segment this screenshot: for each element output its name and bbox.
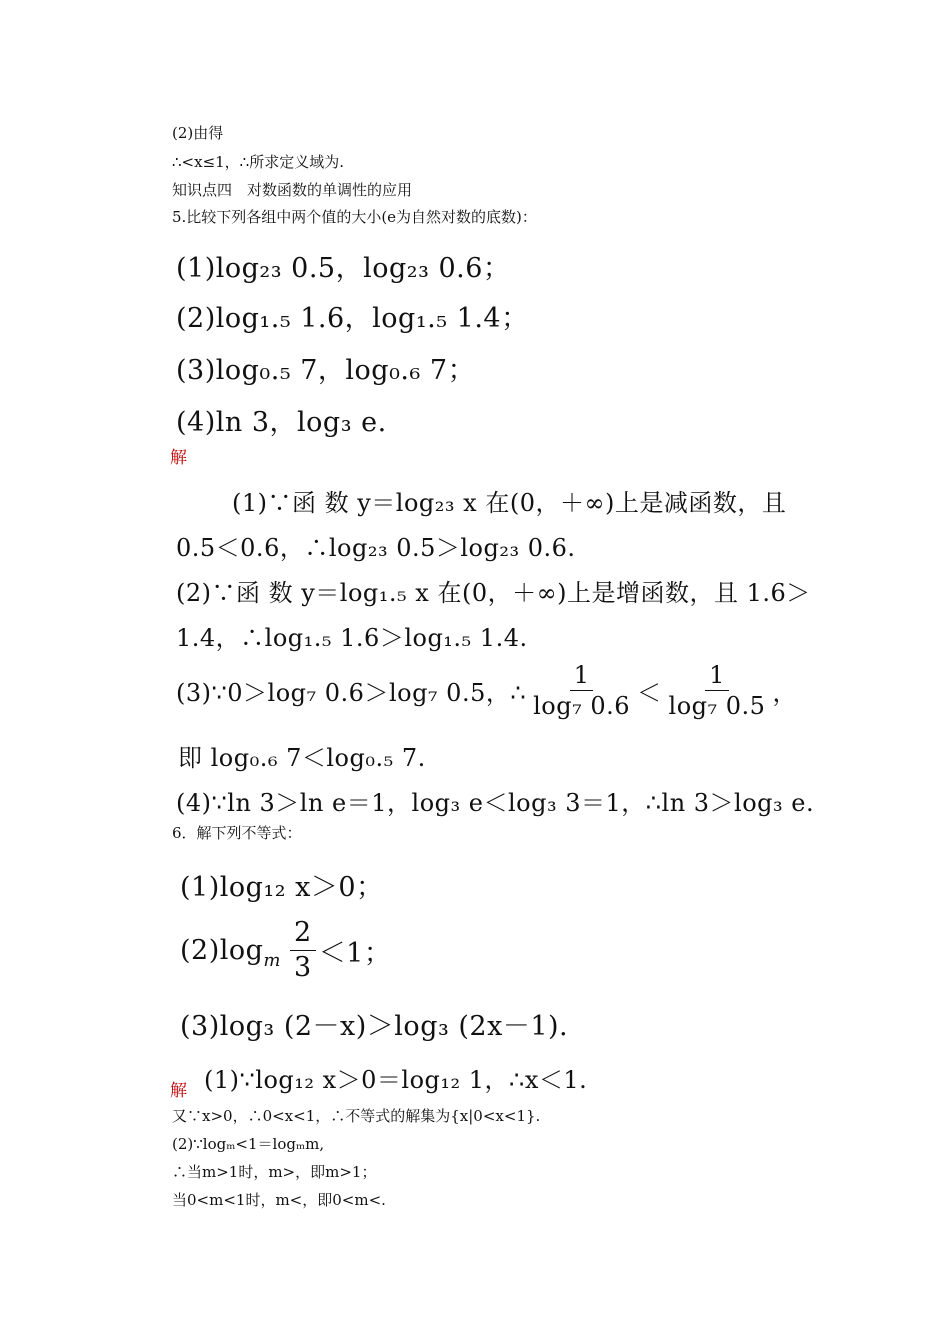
question-6-part-2-lead: (2)log [180, 934, 264, 966]
question-5-part-1: (1)log₂₃ 0.5，log₂₃ 0.6； [176, 253, 511, 284]
fraction-1-denominator: log₇ 0.6 [533, 692, 631, 721]
solution-5-3-lead: (3)∵0＞log₇ 0.6＞log₇ 0.5，∴ [176, 679, 527, 708]
fraction-two-thirds-numerator: 2 [290, 918, 316, 951]
solution-6-1: (1)∵log₁₂ x＞0＝log₁₂ 1，∴x＜1. [204, 1066, 588, 1094]
solution-5-3-tail: ， [772, 679, 797, 708]
intro-line-2: ∴<x≤1，∴所求定义域为. [172, 153, 344, 171]
fraction-1 [529, 662, 634, 720]
solution-5-1b: 0.5＜0.6，∴log₂₃ 0.5＞log₂₃ 0.6. [176, 534, 576, 562]
fraction-1-numerator: 1 [570, 662, 594, 691]
question-6-part-2-tail: ＜1； [318, 937, 392, 969]
fraction-2-numerator: 1 [705, 662, 729, 691]
question-5-part-3: (3)log₀.₅ 7，log₀.₆ 7； [176, 355, 476, 386]
log-base-m: m [263, 949, 281, 971]
solution-6-label: 解 [170, 1081, 187, 1101]
question-6-part-2 [180, 918, 391, 982]
question-5-title: 5.比较下列各组中两个值的大小(e为自然对数的底数)： [172, 208, 537, 226]
solution-5-2a: (2)∵函 数 y＝log₁.₅ x 在(0，＋∞)上是增函数，且 1.6＞ [176, 579, 811, 607]
solution-5-3a [176, 662, 797, 720]
solution-6-line-5: 当0<m<1时，m<，即0<m<. [172, 1191, 386, 1209]
question-6-part-1: (1)log₁₂ x＞0； [180, 872, 384, 903]
question-5-part-2: (2)log₁.₅ 1.6，log₁.₅ 1.4； [176, 303, 529, 334]
solution-5-1a: (1)∵函 数 y＝log₂₃ x 在(0，＋∞)上是减函数，且 [232, 489, 787, 517]
question-5-part-4: (4)ln 3，log₃ e. [176, 407, 387, 438]
fraction-2-denominator: log₇ 0.5 [668, 692, 766, 721]
solution-label: 解 [170, 448, 187, 468]
fraction-two-thirds [290, 918, 316, 982]
question-6-part-3: (3)log₃ (2－x)＞log₃ (2x－1). [180, 1011, 569, 1042]
solution-6-line-3: (2)∵logₘ<1＝logₘm, [172, 1135, 325, 1153]
less-than-sign: ＜ [637, 679, 662, 708]
fraction-two-thirds-denominator: 3 [294, 951, 312, 983]
question-6-title: 6．解下列不等式： [172, 824, 302, 842]
intro-line-1: (2)由得 [172, 124, 224, 142]
solution-5-2b: 1.4，∴log₁.₅ 1.6＞log₁.₅ 1.4. [176, 624, 528, 652]
solution-5-3b: 即 log₀.₆ 7＜log₀.₅ 7. [178, 744, 426, 772]
solution-6-line-2: 又∵x>0，∴0<x<1，∴不等式的解集为{x|0<x<1}. [172, 1107, 541, 1125]
fraction-2 [665, 662, 770, 720]
solution-5-4: (4)∵ln 3＞ln e＝1，log₃ e＜log₃ 3＝1，∴ln 3＞log₃ e. [176, 789, 815, 817]
solution-6-line-4: ∴当m>1时，m>，即m>1； [172, 1163, 377, 1181]
section-heading: 知识点四 对数函数的单调性的应用 [172, 181, 413, 199]
